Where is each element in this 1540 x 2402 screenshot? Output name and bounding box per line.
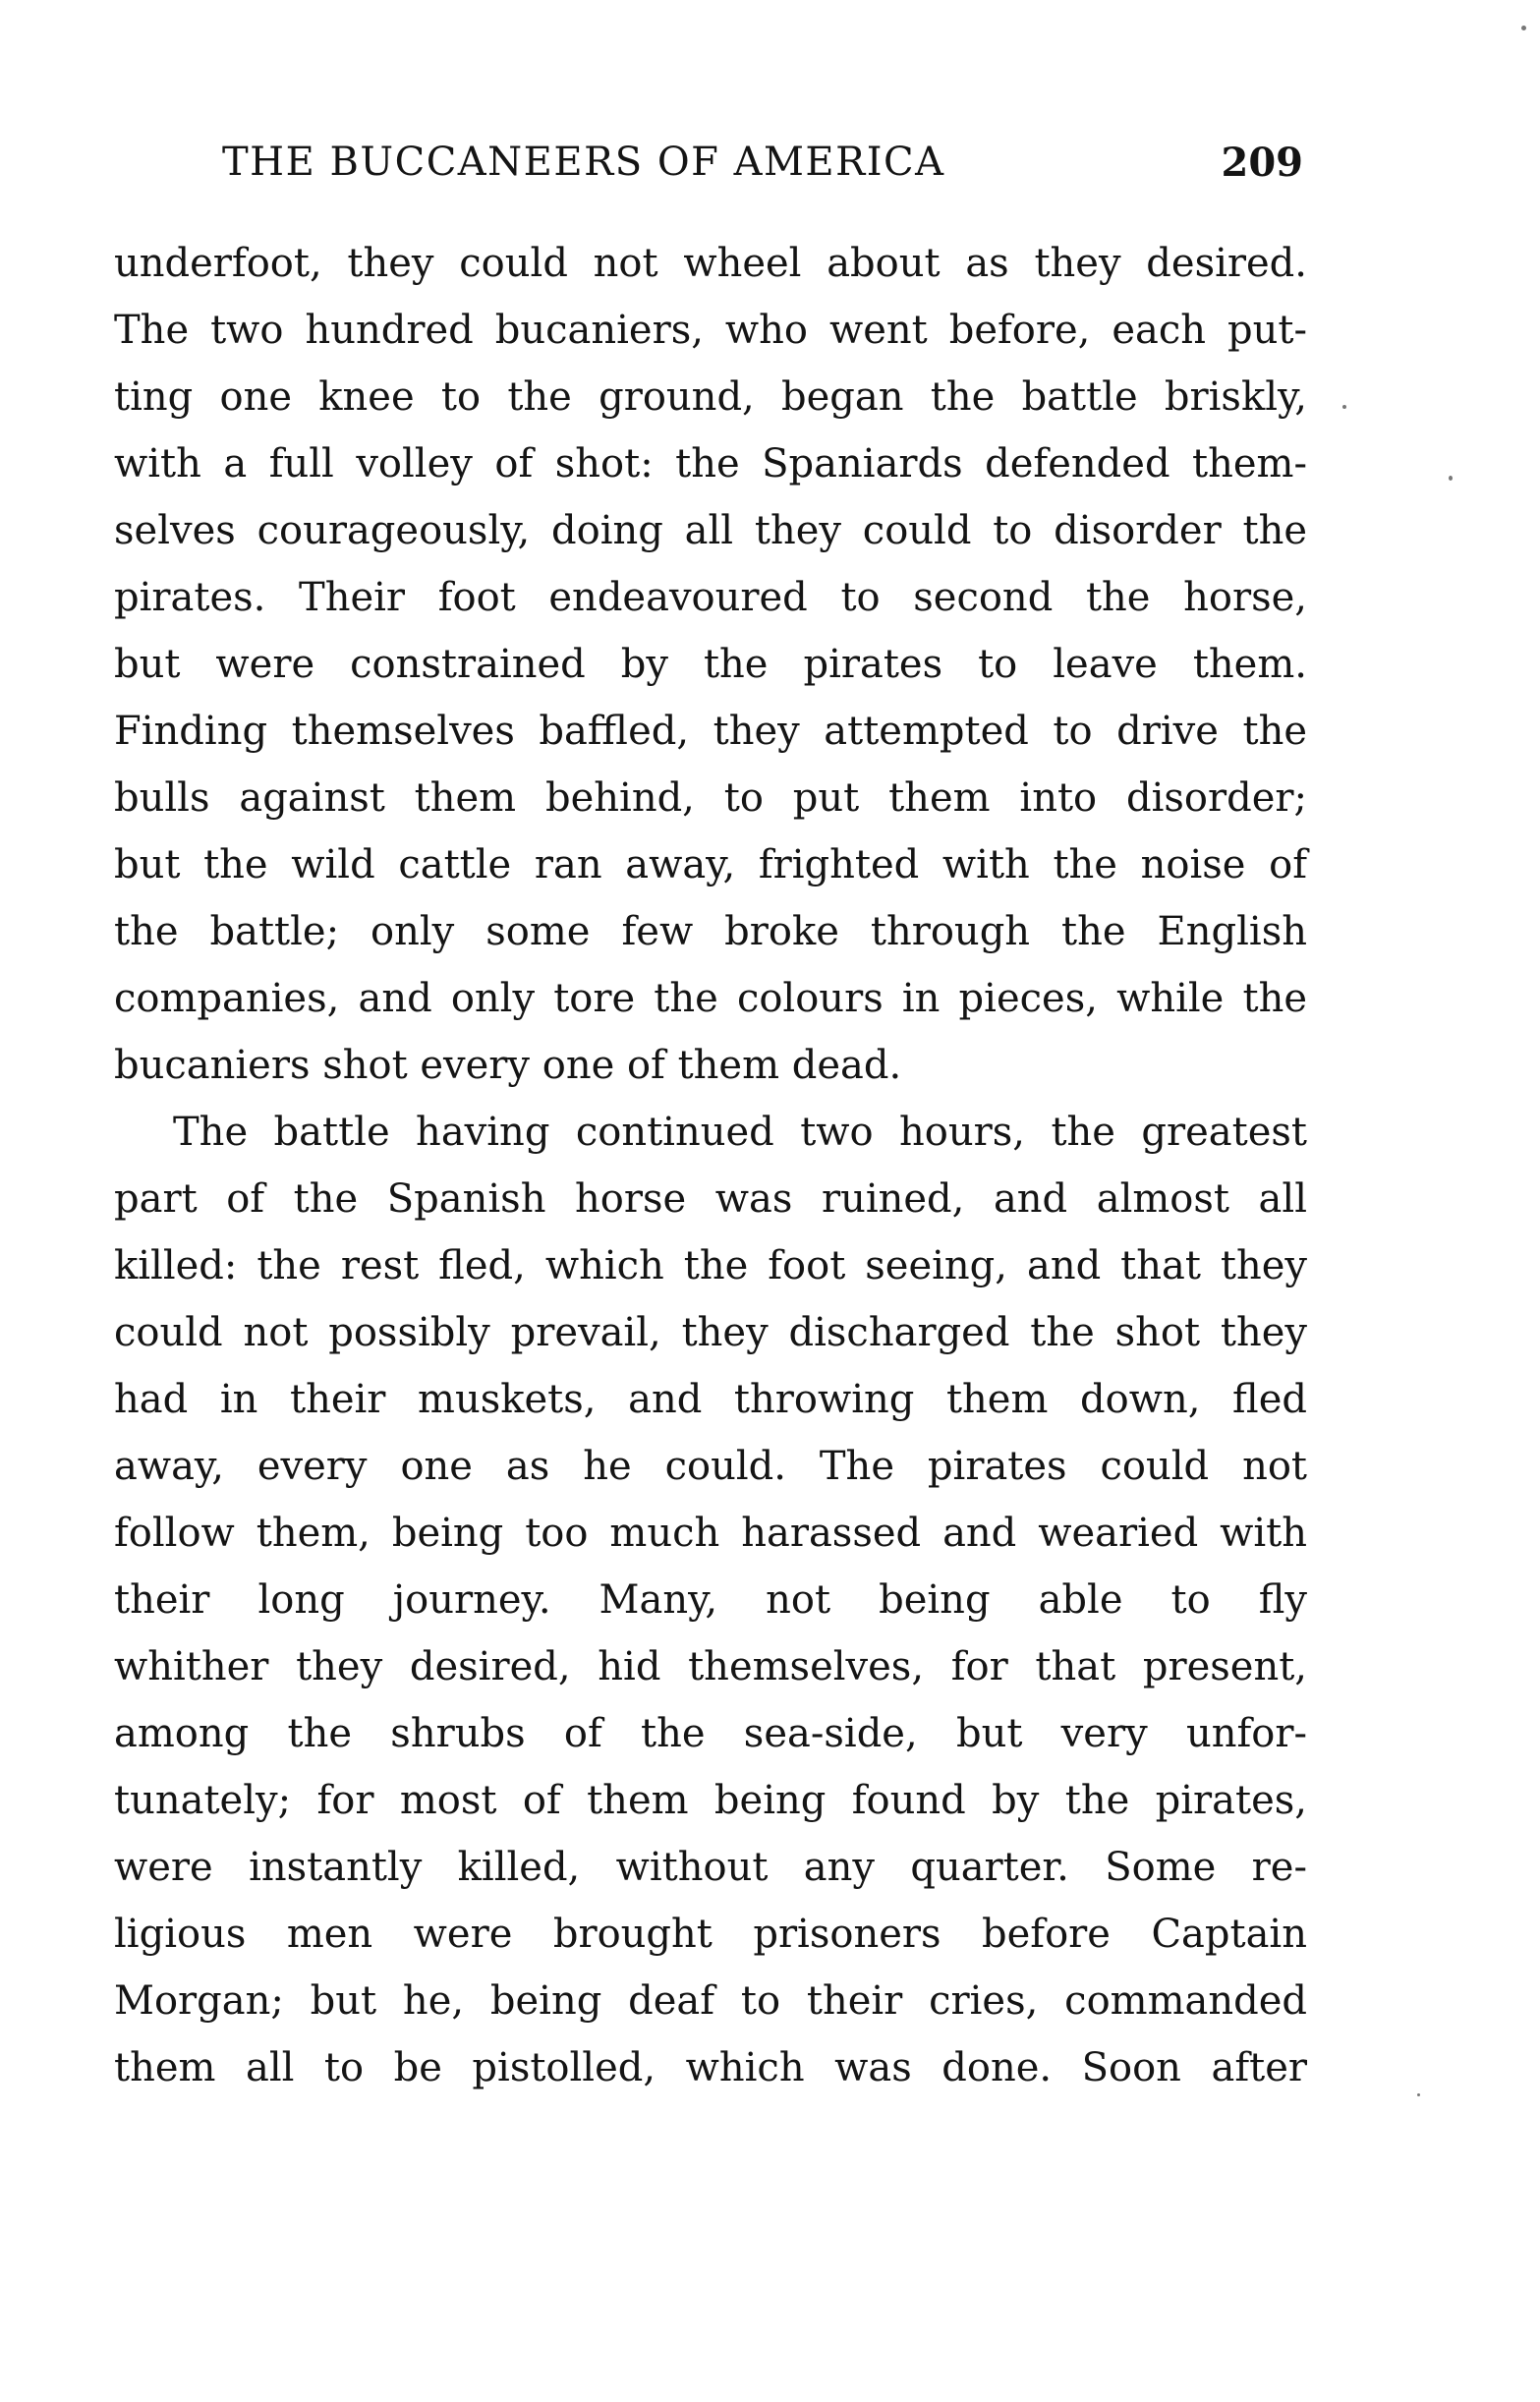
text-line: The two hundred bucaniers, who went before, each put- — [114, 308, 1307, 353]
text-line: underfoot, they could not wheel about as they desired. — [114, 241, 1307, 286]
text-line: ligious men were brought prisoners before Captain — [114, 1912, 1307, 1957]
running-title: THE BUCCANEERS OF AMERICA — [222, 140, 945, 185]
text-line: Finding themselves baffled, they attempted to drive the — [114, 709, 1307, 754]
text-line: companies, and only tore the colours in pieces, while the — [114, 976, 1307, 1021]
page-number: 209 — [1221, 140, 1303, 186]
text-line: among the shrubs of the sea-side, but very unfor- — [114, 1711, 1307, 1756]
text-line: their long journey. Many, not being able to fly — [114, 1577, 1307, 1623]
scan-speck — [1521, 26, 1526, 30]
text-line: Morgan; but he, being deaf to their cries, commanded — [114, 1978, 1307, 2024]
paragraph-1 — [114, 230, 1307, 1099]
scan-speck — [1342, 405, 1346, 409]
text-line: follow them, being too much harassed and wearied with — [114, 1511, 1307, 1556]
text-line: bucaniers shot every one of them dead. — [114, 1043, 902, 1088]
text-line: them all to be pistolled, which was done. Soon after — [114, 2045, 1307, 2090]
text-line: whither they desired, hid themselves, for that present, — [114, 1644, 1307, 1689]
text-line: could not possibly prevail, they discharged the shot they — [114, 1310, 1307, 1355]
scan-speck — [1417, 2093, 1420, 2096]
text-line: killed: the rest fled, which the foot seeing, and that they — [114, 1243, 1307, 1288]
text-line: but the wild cattle ran away, frighted with the noise of — [114, 842, 1307, 887]
text-line: The battle having continued two hours, the greatest — [173, 1110, 1307, 1155]
text-line: part of the Spanish horse was ruined, and almost all — [114, 1176, 1307, 1222]
text-line: pirates. Their foot endeavoured to second the horse, — [114, 575, 1307, 620]
text-line: away, every one as he could. The pirates could not — [114, 1444, 1307, 1489]
scan-speck — [1449, 476, 1453, 481]
text-line: were instantly killed, without any quarter. Some re- — [114, 1845, 1307, 1890]
text-line: but were constrained by the pirates to leave them. — [114, 642, 1307, 687]
text-line: with a full volley of shot: the Spaniards defended them- — [114, 441, 1307, 486]
text-line: had in their muskets, and throwing them down, fled — [114, 1377, 1307, 1422]
paragraph-2 — [114, 1099, 1307, 2101]
text-line: bulls against them behind, to put them into disorder; — [114, 775, 1307, 821]
text-line: ting one knee to the ground, began the battle briskly, — [114, 374, 1307, 420]
text-line: tunately; for most of them being found by the pirates, — [114, 1778, 1307, 1823]
running-head — [222, 130, 1303, 208]
body-text — [114, 230, 1307, 2101]
text-line: the battle; only some few broke through the English — [114, 909, 1307, 954]
text-line: selves courageously, doing all they could to disorder the — [114, 508, 1307, 553]
